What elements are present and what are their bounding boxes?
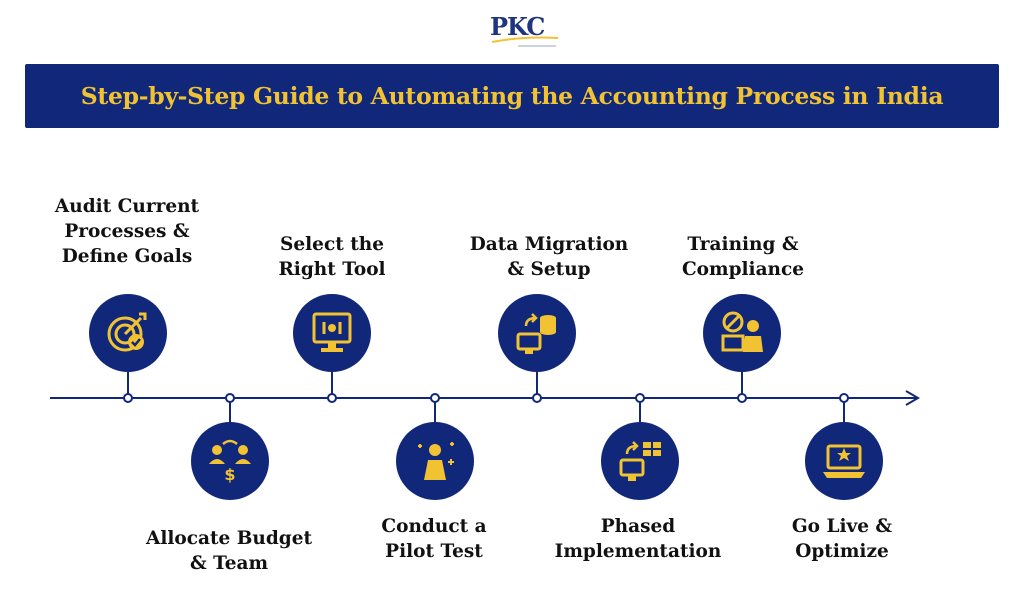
step-4-label: Conduct a Pilot Test (381, 516, 487, 562)
step-2-label: Allocate Budget & Team (145, 528, 313, 574)
timeline-node-6 (636, 394, 644, 402)
timeline-node-8 (840, 394, 848, 402)
timeline-node-5 (533, 394, 541, 402)
team-budget-icon (191, 422, 269, 500)
target-check-icon (89, 294, 167, 372)
training-icon (703, 294, 781, 372)
logo-text: PKC (490, 12, 545, 41)
svg-text:$: $ (224, 465, 236, 484)
page-title: Step-by-Step Guide to Automating the Accounting Process in India (80, 82, 944, 110)
monitor-tools-icon (293, 294, 371, 372)
implementation-icon (601, 422, 679, 500)
step-5-label: Data Migration & Setup (469, 234, 629, 280)
step-3-label: Select the Right Tool (278, 234, 386, 280)
data-migration-icon (498, 294, 576, 372)
step-8-label: Go Live & Optimize (791, 516, 893, 562)
laptop-optimize-icon (805, 422, 883, 500)
timeline-node-3 (328, 394, 336, 402)
timeline-node-1 (124, 394, 132, 402)
step-6-label: Phased Implementation (554, 516, 722, 562)
timeline-node-2 (226, 394, 234, 402)
timeline-node-7 (738, 394, 746, 402)
step-1-label: Audit Current Processes & Define Goals (54, 196, 200, 267)
pilot-person-icon (396, 422, 474, 500)
timeline-node-4 (431, 394, 439, 402)
step-7-label: Training & Compliance (681, 234, 805, 280)
